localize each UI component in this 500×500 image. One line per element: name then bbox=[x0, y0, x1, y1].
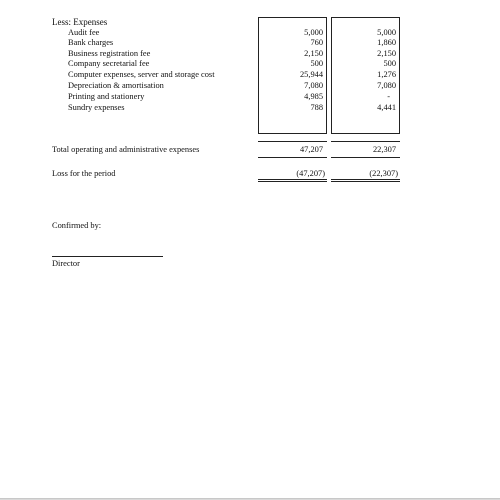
expense-current-value: 4,985 bbox=[304, 92, 323, 101]
expense-prior-value: 500 bbox=[383, 59, 396, 68]
expense-current-value: 7,080 bbox=[304, 81, 323, 90]
total-prior-value: 22,307 bbox=[372, 145, 396, 154]
total-current-value: 47,207 bbox=[299, 145, 323, 154]
expense-prior-value: 7,080 bbox=[377, 81, 396, 90]
expense-current-value: 25,944 bbox=[299, 70, 323, 79]
expense-label: Depreciation & amortisation bbox=[68, 81, 164, 90]
loss-double-underline-prior bbox=[331, 181, 400, 182]
loss-double-underline-current bbox=[258, 181, 327, 182]
loss-prior-value: (22,307) bbox=[369, 169, 398, 178]
total-underline-current bbox=[258, 157, 327, 158]
total-label: Total operating and administrative expenses bbox=[52, 145, 200, 154]
total-rule-current bbox=[258, 141, 327, 142]
expense-prior-value: 5,000 bbox=[377, 28, 396, 37]
expense-current-value: 2,150 bbox=[304, 49, 323, 58]
expense-current-value: 5,000 bbox=[304, 28, 323, 37]
expense-label: Business registration fee bbox=[68, 49, 151, 58]
total-underline-prior bbox=[331, 157, 400, 158]
expense-label: Company secretarial fee bbox=[68, 59, 150, 68]
expense-prior-value: 1,860 bbox=[377, 38, 396, 47]
expense-label: Audit fee bbox=[68, 28, 100, 37]
expense-prior-value: 4,441 bbox=[377, 103, 396, 112]
loss-current-value: (47,207) bbox=[296, 169, 325, 178]
section-heading: Less: Expenses bbox=[52, 17, 108, 27]
expense-current-value: 788 bbox=[310, 103, 323, 112]
signature-line bbox=[52, 256, 163, 257]
loss-double-underline-prior bbox=[331, 179, 400, 180]
expense-label: Sundry expenses bbox=[68, 103, 125, 112]
loss-label: Loss for the period bbox=[52, 169, 116, 178]
total-rule-prior bbox=[331, 141, 400, 142]
director-label: Director bbox=[52, 259, 80, 268]
confirmed-by-label: Confirmed by: bbox=[52, 221, 102, 230]
expense-label: Printing and stationery bbox=[68, 92, 145, 101]
expense-prior-value: 1,276 bbox=[377, 70, 396, 79]
expense-prior-value: - bbox=[387, 92, 390, 101]
loss-double-underline-current bbox=[258, 179, 327, 180]
expense-current-value: 760 bbox=[310, 38, 323, 47]
expense-label: Computer expenses, server and storage cost bbox=[68, 70, 215, 79]
expense-label: Bank charges bbox=[68, 38, 114, 47]
expense-current-value: 500 bbox=[310, 59, 323, 68]
expense-prior-value: 2,150 bbox=[377, 49, 396, 58]
